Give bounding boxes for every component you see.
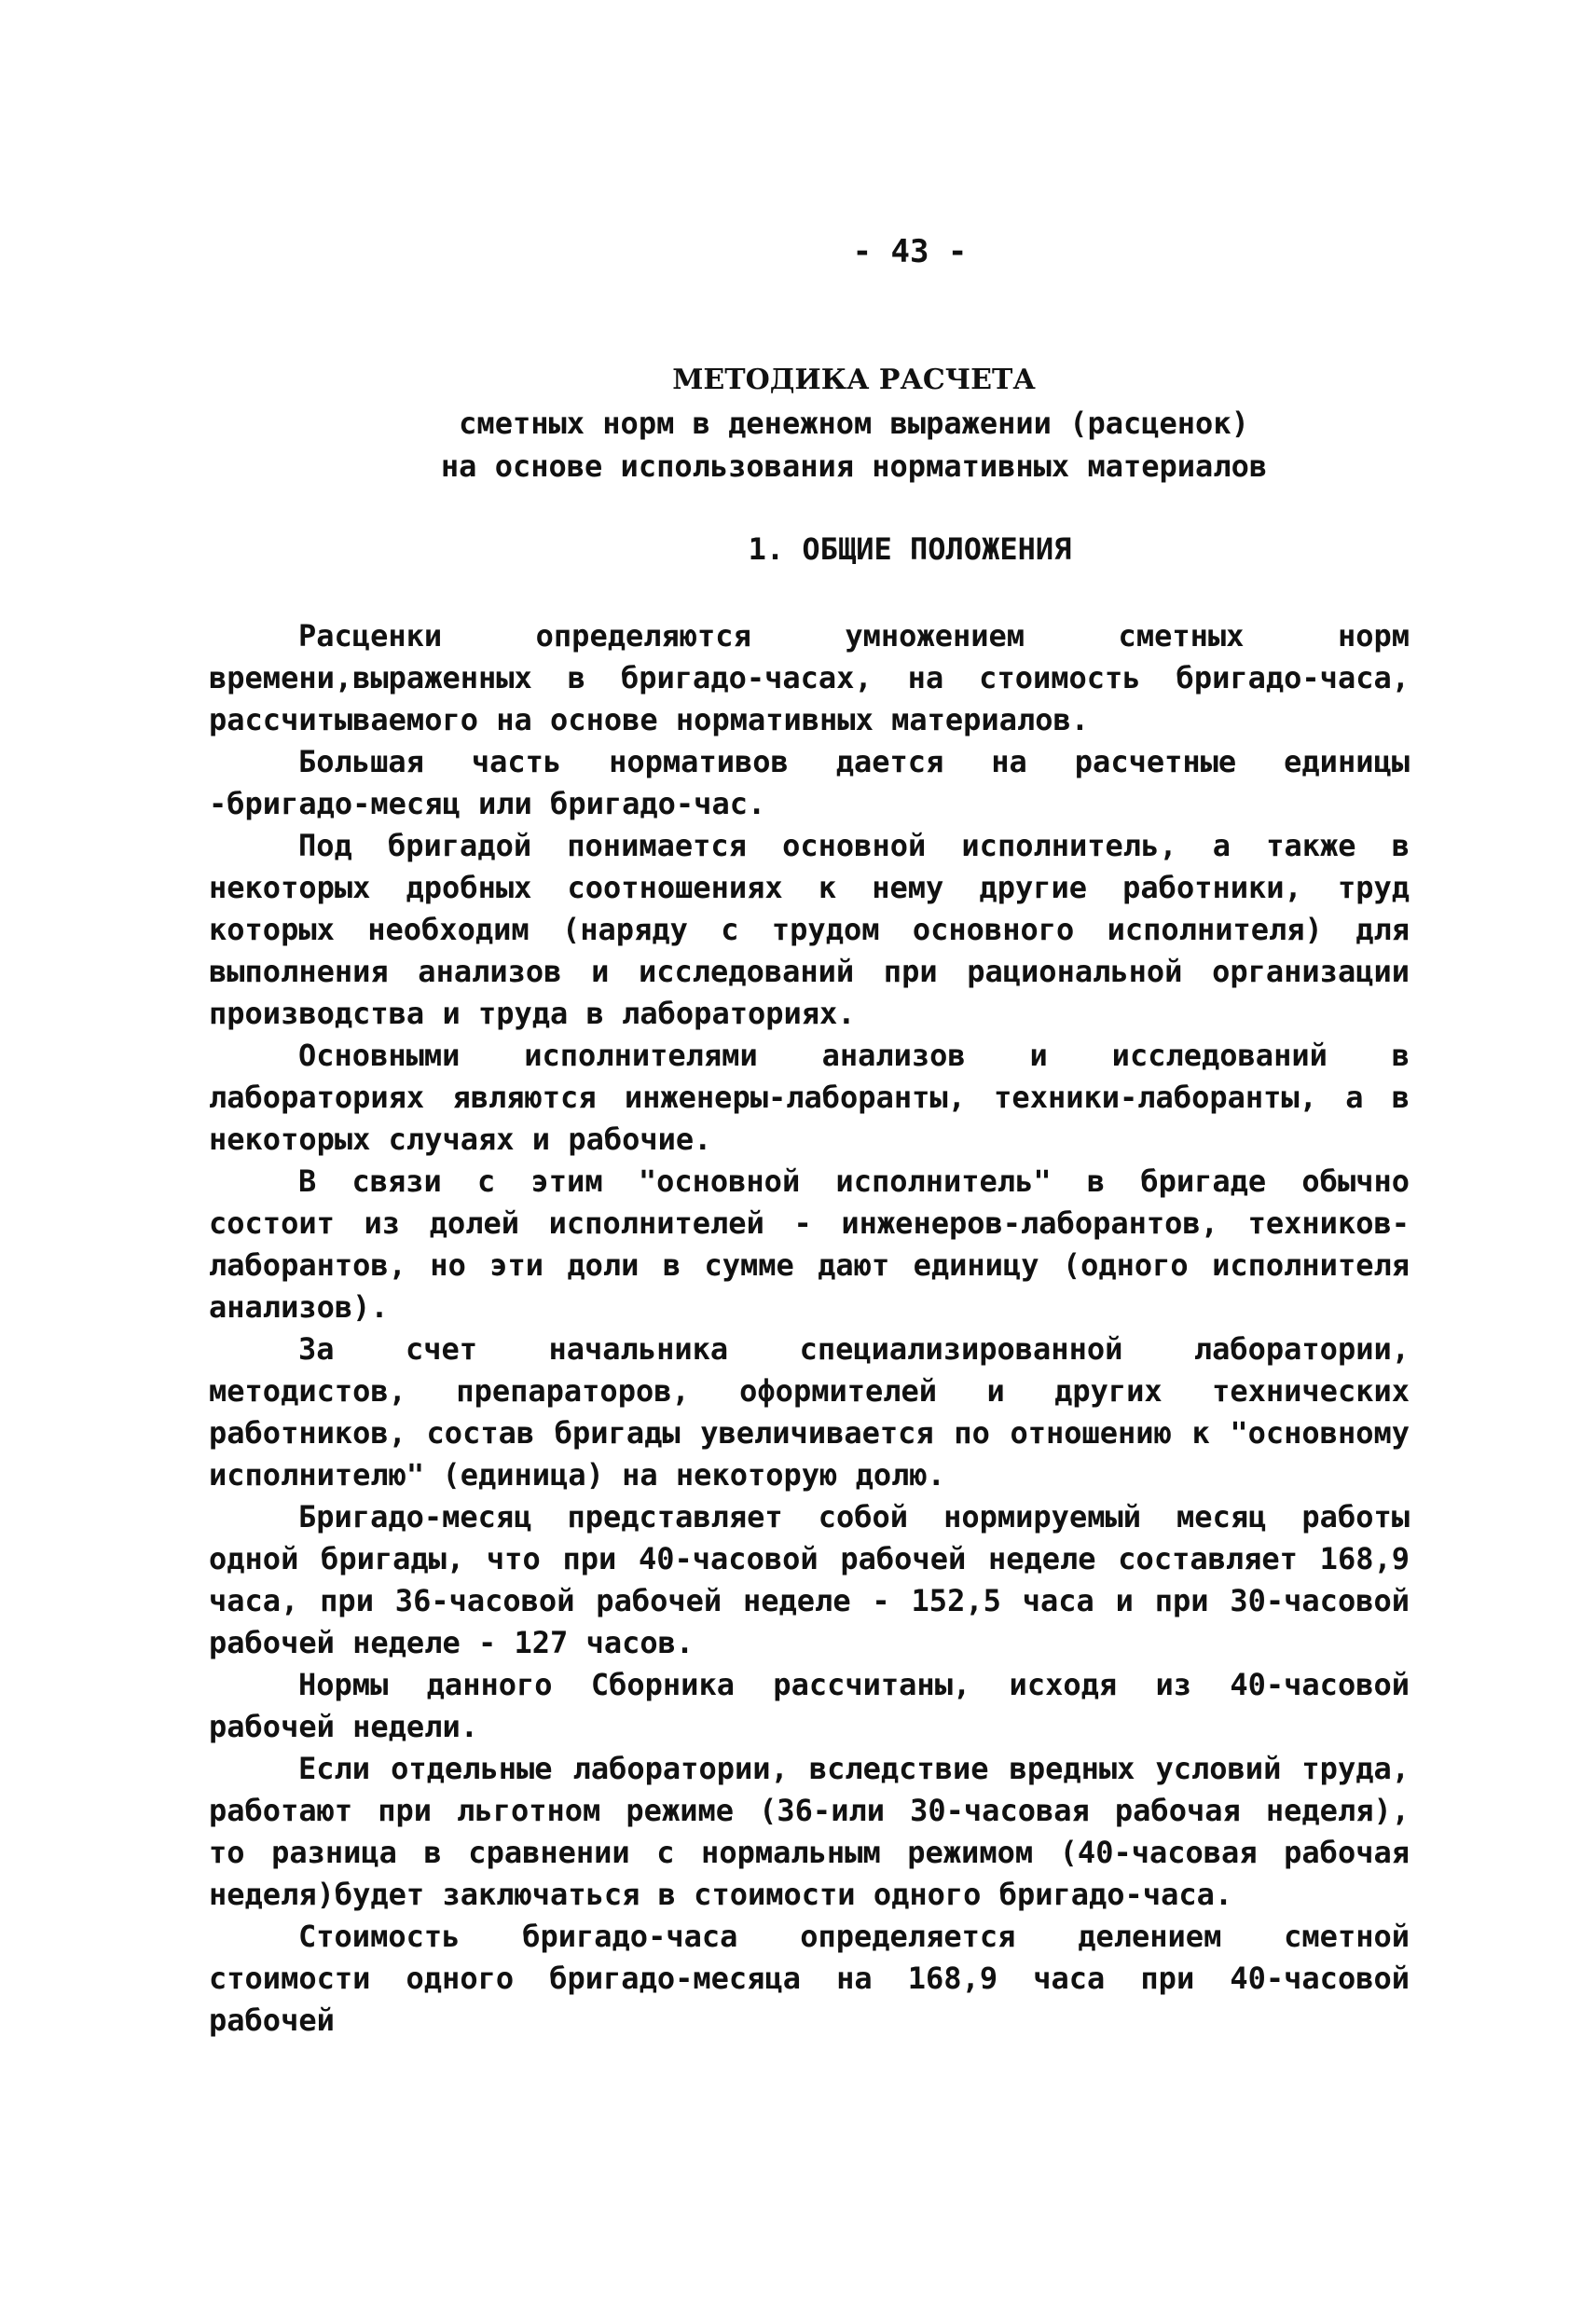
paragraph: В связи с этим "основной исполнитель" в бригаде обычно состоит из долей исполнителей - инженеров-лаборантов, техников-лаборантов, но эти доли в сумме дают единицу (одного исполнителя анализов). — [209, 1163, 1410, 1325]
heading-title: МЕТОДИКА РАСЧЕТА — [672, 364, 1036, 396]
section-title: 1. ОБЩИЕ ПОЛОЖЕНИЯ — [748, 531, 1072, 567]
page-number: - 43 - — [852, 233, 968, 270]
heading-subtitle-line-2: на основе использования нормативных материалов — [440, 448, 1268, 484]
paragraph: Основными исполнителями анализов и исследований в лабораториях являются инженеры-лаборанты, техники-лаборанты, а в некоторых случаях и рабочие. — [209, 1038, 1410, 1157]
paragraph: За счет начальника специализированной лаборатории, методистов, препараторов, оформителей и других технических работников, состав бригады увеличивается по отношению к "основному исполнителю" (единица) на некоторую долю. — [209, 1331, 1410, 1493]
paragraph: Если отдельные лаборатории, вследствие вредных условий труда, работают при льготном режиме (36-или 30-часовая рабочая неделя), то разница в сравнении с нормальным режимом (40-часовая рабочая неделя)будет заключаться в стоимости одного бригадо-часа. — [209, 1751, 1410, 1912]
paragraph: Под бригадой понимается основной исполнитель, а также в некоторых дробных соотношениях к нему другие работники, труд которых необходим (наряду с трудом основного исполнителя) для выполнения анализов и исследований при рациональной организации производства и труда в лабораториях. — [209, 828, 1410, 1031]
paragraph: Расценки определяются умножением сметных норм времени,выраженных в бригадо-часах, на стоимость бригадо-часа, рассчитываемого на основе нормативных материалов. — [209, 618, 1410, 737]
paragraph: Бригадо-месяц представляет собой нормируемый месяц работы одной бригады, что при 40-часовой рабочей неделе составляет 168,9 часа, при 36-часовой рабочей неделе - 152,5 часа и при 30-часовой рабочей неделе - 127 часов. — [209, 1499, 1410, 1660]
body-text — [209, 615, 1410, 2042]
paragraph: Стоимость бригадо-часа определяется делением сметной стоимости одного бригадо-месяца на 168,9 часа при 40-часовой рабочей — [209, 1919, 1410, 2038]
document-heading — [0, 359, 1596, 488]
paragraph: Большая часть нормативов дается на расчетные единицы -бригадо-месяц или бригадо-час. — [209, 744, 1410, 821]
heading-subtitle-line-1: сметных норм в денежном выражении (расценок) — [459, 406, 1249, 441]
paragraph: Нормы данного Сборника рассчитаны, исходя из 40-часовой рабочей недели. — [209, 1667, 1410, 1744]
